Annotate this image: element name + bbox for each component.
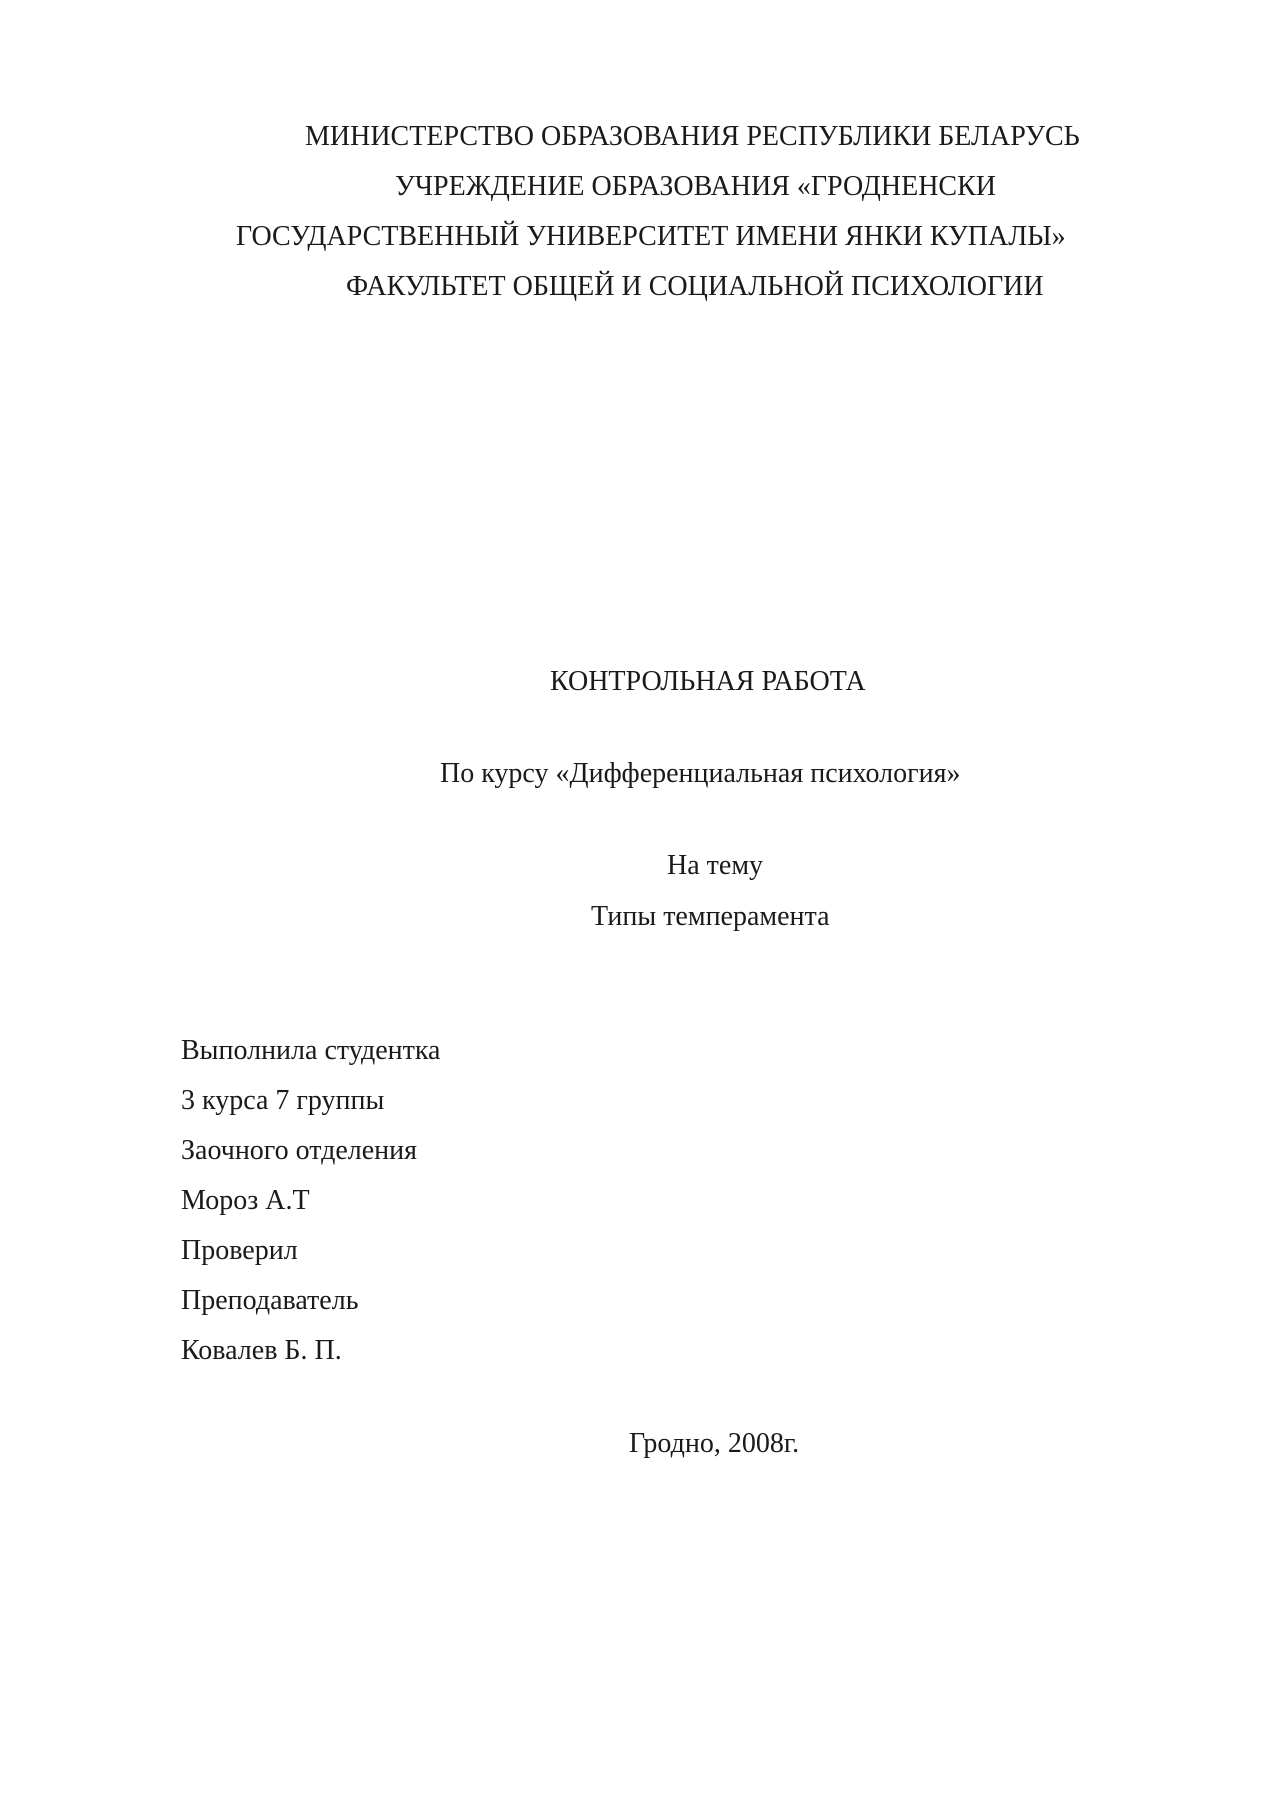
author-line-group: 3 курса 7 группы (181, 1085, 385, 1116)
author-line-name: Мороз А.Т (181, 1185, 310, 1216)
topic-label: На тему (667, 850, 764, 881)
author-line-student: Выполнила студентка (181, 1035, 441, 1066)
topic-title: Типы темперамента (591, 901, 830, 932)
faculty-heading: ФАКУЛЬТЕТ ОБЩЕЙ И СОЦИАЛЬНОЙ ПСИХОЛОГИИ (346, 271, 1044, 302)
institution-heading-line1: УЧРЕЖДЕНИЕ ОБРАЗОВАНИЯ «ГРОДНЕНСКИ (395, 171, 996, 202)
ministry-heading: МИНИСТЕРСТВО ОБРАЗОВАНИЯ РЕСПУБЛИКИ БЕЛАРУСЬ (305, 121, 1080, 152)
city-year: Гродно, 2008г. (629, 1428, 800, 1459)
reviewer-position: Преподаватель (181, 1285, 359, 1316)
reviewer-label: Проверил (181, 1235, 298, 1266)
reviewer-name: Ковалев Б. П. (181, 1335, 342, 1366)
institution-heading-line2: ГОСУДАРСТВЕННЫЙ УНИВЕРСИТЕТ ИМЕНИ ЯНКИ КУПАЛЫ» (236, 221, 1066, 252)
course-name: По курсу «Дифференциальная психология» (440, 758, 961, 789)
author-line-department: Заочного отделения (181, 1135, 418, 1166)
work-type-title: КОНТРОЛЬНАЯ РАБОТА (550, 666, 866, 697)
